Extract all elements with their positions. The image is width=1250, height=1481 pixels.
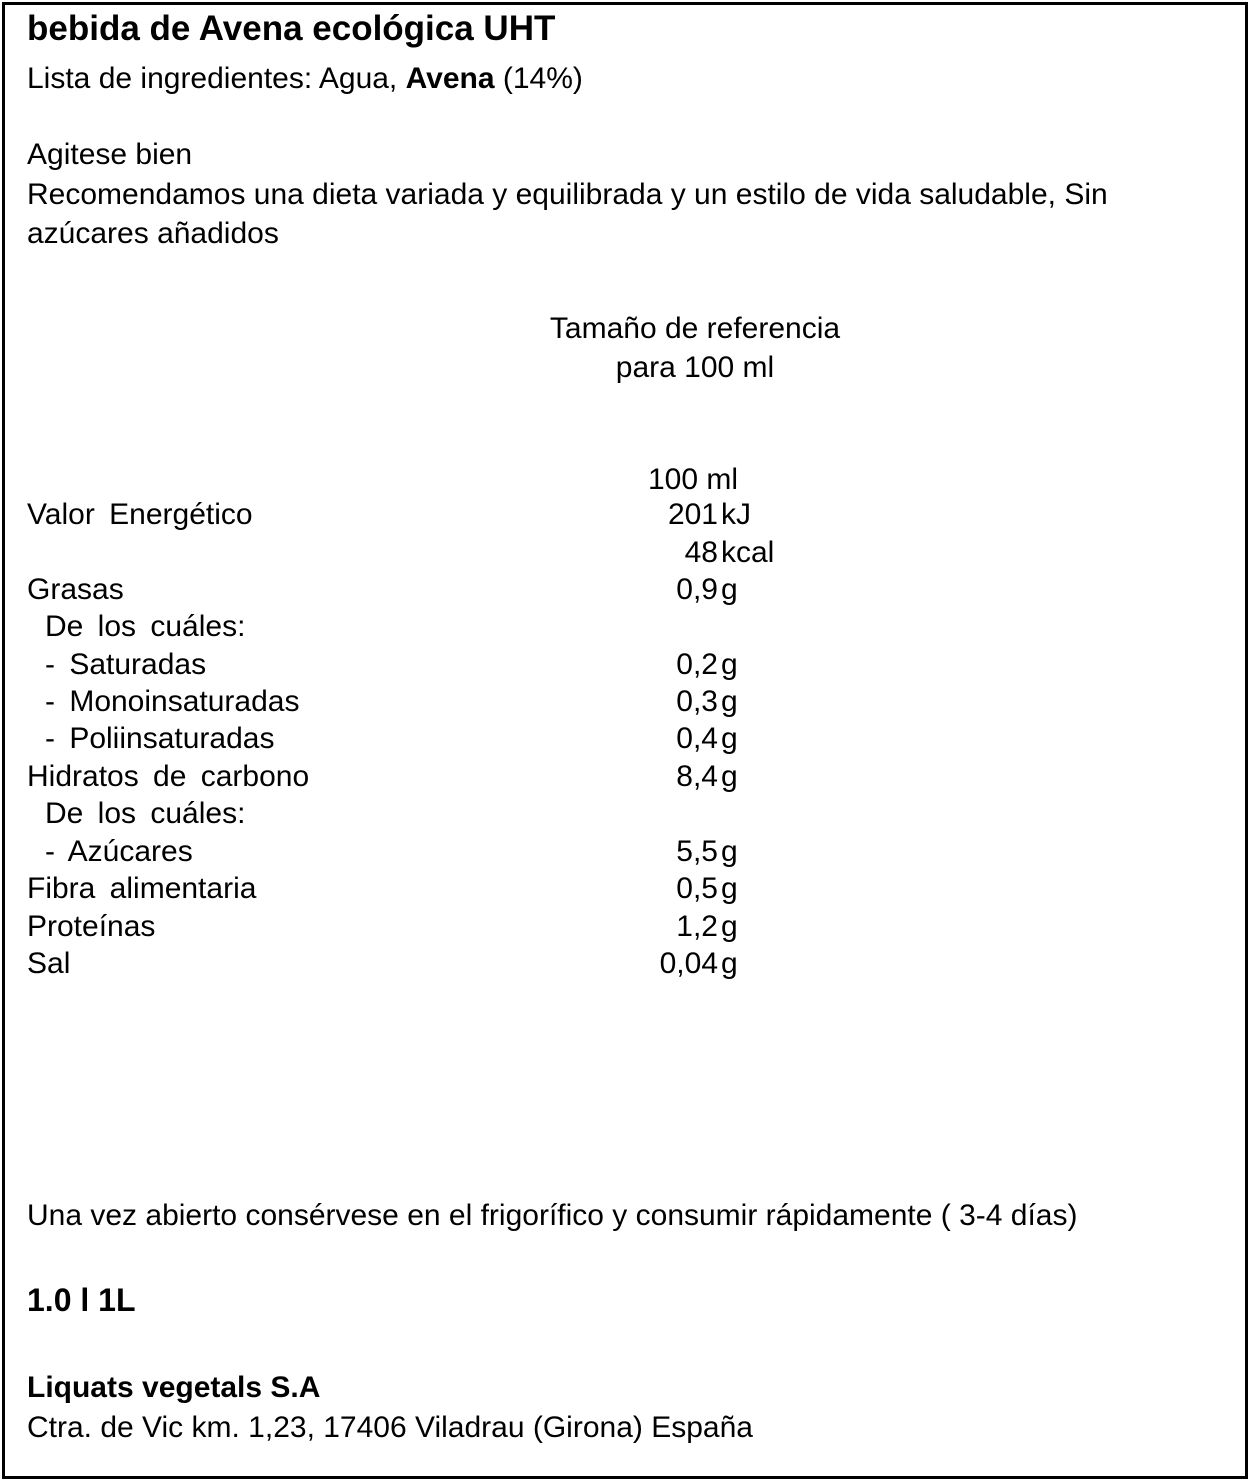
nutrient-value: 0,4 xyxy=(676,722,718,755)
product-title: bebida de Avena ecológica UHT xyxy=(27,9,556,48)
nutrient-unit: g xyxy=(721,835,738,868)
nutrient-label: Fibra alimentaria xyxy=(27,872,257,905)
storage-note: Una vez abierto consérvese en el frigorífico y consumir rápidamente ( 3-4 días) xyxy=(27,1199,1078,1232)
nutrient-label: Grasas xyxy=(27,573,124,606)
nutrient-unit: g xyxy=(721,573,738,606)
reference-size-line-2: para 100 ml xyxy=(615,351,775,384)
nutrient-unit: kJ xyxy=(721,498,751,531)
nutrient-value: 0,2 xyxy=(676,648,718,681)
nutrient-label: Hidratos de carbono xyxy=(27,760,310,793)
nutrient-unit: g xyxy=(721,722,738,755)
ingredients-suffix: (14%) xyxy=(494,62,583,95)
nutrient-value: 1,2 xyxy=(676,910,718,943)
nutrient-label: Proteínas xyxy=(27,910,156,943)
recommendation-line-1: Recomendamos una dieta variada y equilibrada y un estilo de vida saludable, Sin xyxy=(27,178,1108,211)
nutrient-unit: g xyxy=(721,760,738,793)
nutrient-value: 8,4 xyxy=(676,760,718,793)
nutrient-label: - Saturadas xyxy=(45,648,207,681)
product-label xyxy=(2,2,1248,1479)
nutrient-value: 0,3 xyxy=(676,685,718,718)
ingredients-prefix: Lista de ingredientes: Agua, xyxy=(27,62,406,95)
nutrient-label: - Monoinsaturadas xyxy=(45,685,300,718)
nutrient-label: De los cuáles: xyxy=(45,610,246,643)
ingredients-line xyxy=(27,61,583,97)
nutrient-label: - Poliinsaturadas xyxy=(45,722,275,755)
manufacturer-address: Ctra. de Vic km. 1,23, 17406 Viladrau (Girona) España xyxy=(27,1411,753,1444)
volume: 1.0 l 1L xyxy=(27,1282,136,1318)
nutrient-label: - Azúcares xyxy=(45,835,193,868)
nutrient-value: 201 xyxy=(667,498,718,531)
nutrient-label: Sal xyxy=(27,947,71,980)
nutrient-label: De los cuáles: xyxy=(45,797,246,830)
nutrient-label: Valor Energético xyxy=(27,498,253,531)
manufacturer-name: Liquats vegetals S.A xyxy=(27,1371,321,1404)
nutrient-value: 5,5 xyxy=(676,835,718,868)
nutrient-unit: g xyxy=(721,947,738,980)
reference-size-line-1: Tamaño de referencia xyxy=(549,312,841,345)
shake-note: Agitese bien xyxy=(27,138,193,171)
nutrient-unit: g xyxy=(721,685,738,718)
nutrient-unit: g xyxy=(721,872,738,905)
nutrient-value: 0,9 xyxy=(676,573,718,606)
nutrient-unit: g xyxy=(721,910,738,943)
column-header: 100 ml xyxy=(648,463,739,496)
nutrient-unit: g xyxy=(721,648,738,681)
nutrient-unit: kcal xyxy=(721,536,775,569)
ingredients-highlight: Avena xyxy=(405,62,495,95)
recommendation-line-2: azúcares añadidos xyxy=(27,217,279,250)
nutrient-value: 48 xyxy=(684,536,718,569)
nutrient-value: 0,5 xyxy=(676,872,718,905)
nutrient-value: 0,04 xyxy=(659,947,718,980)
